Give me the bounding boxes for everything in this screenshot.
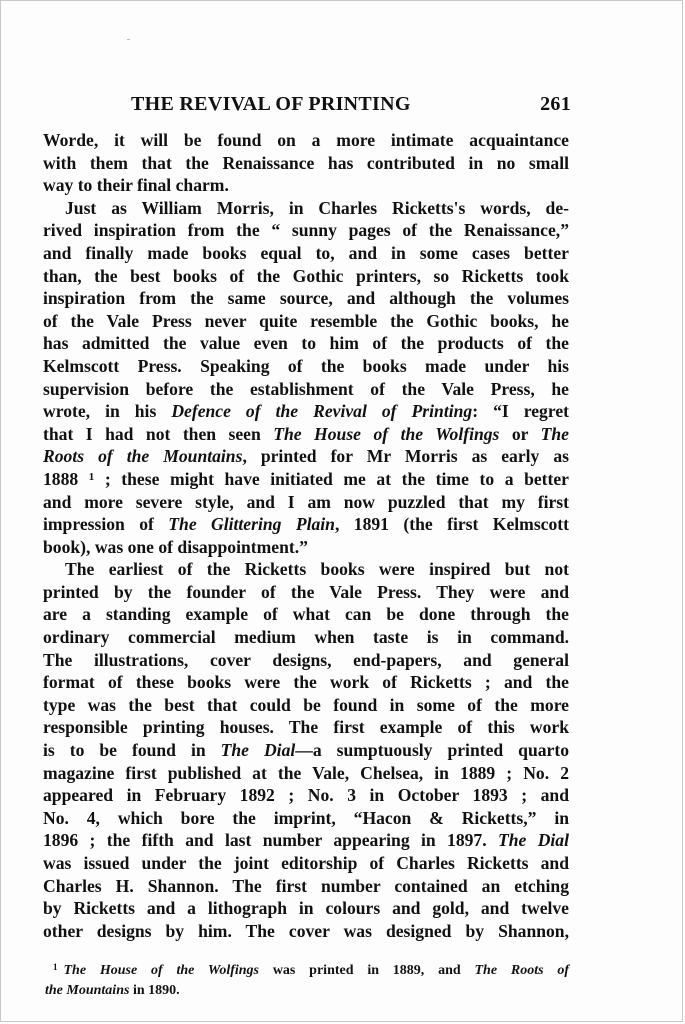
footnote-line: [45, 957, 569, 981]
text-line: way to their final charm.: [43, 175, 229, 196]
text-line: [43, 739, 569, 762]
text-line: printed by the founder of the Vale Press. They were and: [43, 581, 569, 602]
text-run: was printed in 1889, and: [272, 963, 461, 978]
book-title: The House of the Wolfings: [63, 963, 259, 978]
footnote-line: [45, 981, 569, 1001]
footnote-marker: 1: [53, 962, 58, 972]
text-line: book), was one of disappointment.”: [43, 536, 308, 557]
magazine-title: The Dial: [220, 740, 296, 761]
body-text: [43, 129, 569, 942]
text-run: in 1890.: [132, 983, 180, 998]
text-line: The illustrations, cover designs, end-papers, and general: [43, 649, 569, 670]
text-line: by Ricketts and a lithograph in colours and gold, and twelve: [43, 898, 569, 919]
text-line: magazine first published at the Vale, Chelsea, in 1889 ; No. 2: [43, 762, 569, 783]
text-line: Just as William Morris, in Charles Ricketts's words, de-: [65, 197, 569, 218]
book-title: The Glittering Plain: [168, 514, 335, 535]
book-title: The House of the Wolfings: [273, 423, 500, 444]
text-line: rived inspiration from the “ sunny pages of the Renaissance,”: [43, 220, 569, 241]
text-line: and finally made books equal to, and in some cases better: [43, 242, 569, 263]
text-run: 1896 ; the fifth and last number appearing in 1897.: [43, 830, 487, 851]
text-line: [43, 400, 569, 423]
text-run: wrote, in his: [43, 401, 157, 422]
text-line: are a standing example of what can be done through the: [43, 604, 569, 625]
text-run: , 1891 (the first Kelmscott: [334, 514, 569, 535]
book-title: the Mountains: [45, 983, 130, 998]
text-line: inspiration from the same source, and although the volumes: [43, 288, 569, 309]
text-line: was issued under the joint editorship of Charles Ricketts and: [43, 853, 569, 873]
text-line: than, the best books of the Gothic printers, so Ricketts took: [43, 265, 569, 286]
text-run: impression of: [43, 514, 154, 535]
text-line: of the Vale Press never quite resemble the Gothic books, he: [43, 310, 569, 331]
text-line: responsible printing houses. The first example of this work: [43, 717, 569, 738]
text-line: [43, 423, 569, 446]
book-title: The Roots of: [474, 963, 570, 978]
text-line: ordinary commercial medium when taste is in command.: [43, 627, 569, 648]
paper-speck: [127, 39, 130, 40]
text-line: type was the best that could be found in some of the more: [43, 694, 569, 715]
text-line: [43, 513, 569, 536]
footnote: [45, 957, 569, 1001]
page-number: 261: [540, 93, 571, 115]
text-run: or: [511, 423, 529, 444]
book-title: Defence of the Revival of Printing: [171, 401, 473, 422]
text-run: that I had not then seen: [43, 423, 261, 444]
text-line: [43, 445, 569, 468]
text-line: Charles H. Shannon. The first number contained an etching: [43, 875, 569, 896]
text-line: and more severe style, and I am now puzzled that my first: [43, 491, 569, 512]
text-run: ; these might have initiated me at the time to a better: [104, 468, 569, 489]
magazine-title: The Dial: [498, 830, 569, 851]
text-line: [43, 829, 569, 852]
text-run: —a sumptuously printed quarto: [295, 740, 570, 761]
text-run: , printed for Mr Morris as early as: [242, 446, 569, 467]
text-run: 1888: [43, 468, 79, 489]
text-line: other designs by him. The cover was designed by Shannon,: [43, 920, 569, 941]
text-line: The earliest of the Ricketts books were inspired but not: [65, 559, 569, 580]
text-run: : “I regret: [472, 401, 569, 422]
text-line: Worde, it will be found on a more intimate acquaintance: [43, 130, 569, 150]
text-line: has admitted the value even to him of the products of the: [43, 333, 569, 354]
text-line: No. 4, which bore the imprint, “Hacon & Ricketts,” in: [43, 807, 569, 828]
text-line: Kelmscott Press. Speaking of the books made under his: [43, 355, 569, 376]
book-title: The: [540, 423, 569, 444]
text-line: appeared in February 1892 ; No. 3 in October 1893 ; and: [43, 785, 569, 806]
text-line: format of these books were the work of Ricketts ; and the: [43, 672, 569, 693]
book-title: Roots of the Mountains: [43, 446, 243, 467]
text-line: with them that the Renaissance has contributed in no small: [43, 152, 569, 173]
text-line: supervision before the establishment of the Vale Press, he: [43, 378, 569, 399]
running-title: THE REVIVAL OF PRINTING: [131, 93, 411, 115]
footnote-reference: 1: [88, 470, 95, 483]
text-run: is to be found in: [43, 740, 206, 761]
text-line: [43, 468, 569, 491]
